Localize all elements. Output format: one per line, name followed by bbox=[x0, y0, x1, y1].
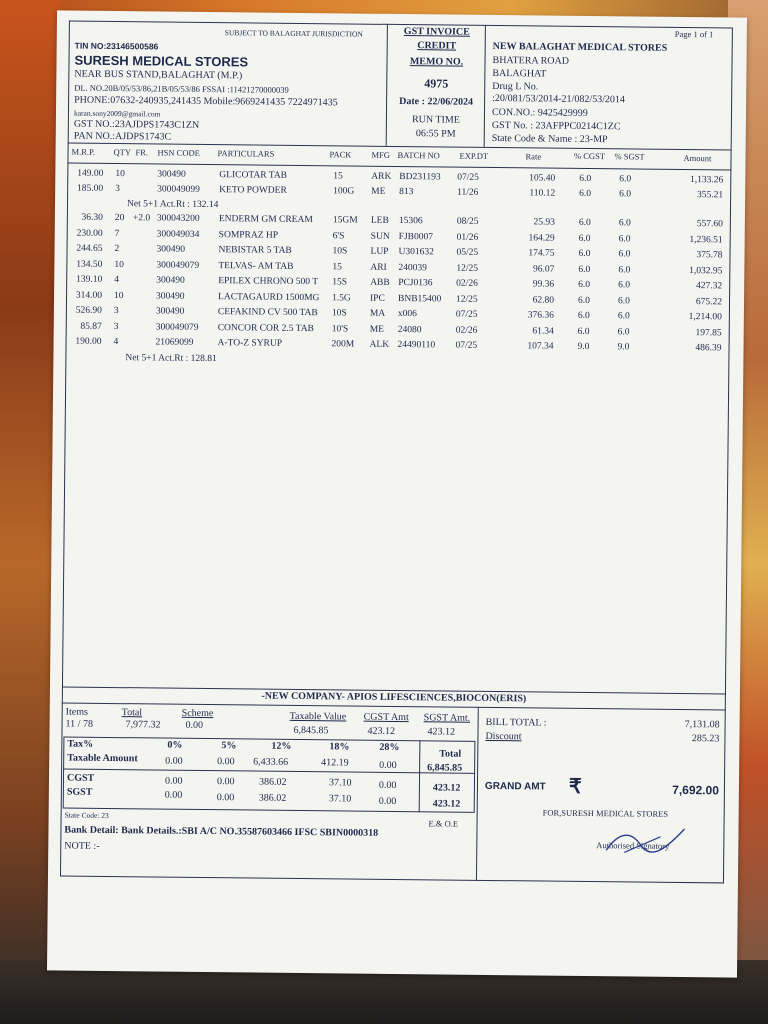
item-name: GLICOTAR TAB bbox=[219, 170, 288, 181]
item-exp: 08/25 bbox=[456, 216, 479, 227]
taxable-amount-label: Taxable Amount bbox=[67, 752, 138, 765]
item-batch: 24080 bbox=[397, 324, 422, 335]
item-mfg: ARK bbox=[371, 171, 392, 182]
item-sgst: 6.0 bbox=[617, 326, 630, 337]
col-pack: PACK bbox=[329, 149, 352, 160]
sgst-0: 0.00 bbox=[164, 789, 183, 801]
item-rate: 105.40 bbox=[529, 173, 556, 184]
cgst-amt-value: 423.12 bbox=[367, 725, 396, 737]
item-pack: 200M bbox=[331, 339, 355, 350]
item-batch: FJB0007 bbox=[398, 231, 434, 242]
item-pack: 15S bbox=[332, 277, 348, 288]
tax-head-28: 28% bbox=[379, 741, 400, 754]
item-mfg: MA bbox=[369, 308, 386, 319]
run-time-label: RUN TIME bbox=[411, 114, 460, 126]
item-rate: 107.34 bbox=[527, 341, 554, 352]
cgst-28: 0.00 bbox=[378, 779, 397, 792]
item-exp: 12/25 bbox=[455, 294, 478, 305]
item-pack: 15 bbox=[333, 171, 343, 182]
item-name: KETO POWDER bbox=[219, 185, 287, 196]
item-hsn: 300490 bbox=[156, 244, 186, 255]
item-cgst: 6.0 bbox=[578, 279, 591, 291]
item-sgst: 6.0 bbox=[617, 295, 630, 306]
item-hsn: 300490 bbox=[157, 169, 186, 180]
state-code: State Code: 23 bbox=[64, 810, 109, 820]
item-exp: 05/25 bbox=[456, 247, 479, 258]
item-sgst: 6.0 bbox=[618, 249, 631, 260]
item-exp: 02/26 bbox=[456, 278, 478, 289]
item-amount: 1,236.51 bbox=[689, 234, 723, 245]
item-qty: 2 bbox=[114, 244, 120, 255]
item-exp: 07/25 bbox=[455, 340, 478, 351]
items-value: 11 / 78 bbox=[65, 718, 94, 730]
item-amount: 375.78 bbox=[696, 250, 723, 261]
cgst-18: 37.10 bbox=[328, 777, 352, 789]
item-mrp: 314.00 bbox=[75, 290, 103, 301]
item-mfg: ME bbox=[369, 324, 385, 335]
cgst-5: 0.00 bbox=[216, 776, 235, 788]
buyer-drug-label: Drug L No. bbox=[492, 80, 539, 93]
item-rate: 61.34 bbox=[532, 325, 554, 337]
item-batch: U301632 bbox=[398, 247, 434, 258]
item-pack: 10'S bbox=[331, 323, 349, 334]
seller-tin: TIN NO:23146500586 bbox=[74, 40, 159, 52]
col-hsn: HSN CODE bbox=[157, 147, 200, 158]
total-value: 7,977.32 bbox=[125, 719, 161, 731]
company-note: -NEW COMPANY- APIOS LIFESCIENCES,BIOCON(ERIS) bbox=[261, 690, 527, 705]
item-rate: 99.36 bbox=[532, 279, 555, 290]
discount-value: 285.23 bbox=[691, 733, 720, 745]
item-name: EPILEX CHRONO 500 T bbox=[218, 276, 319, 288]
item-name: CEFAKIND CV 500 TAB bbox=[217, 307, 318, 319]
taxable-total: 6,845.85 bbox=[427, 762, 463, 774]
item-batch: 813 bbox=[399, 187, 414, 198]
item-mfg: ABB bbox=[370, 277, 390, 288]
item-sgst: 6.0 bbox=[619, 174, 632, 185]
item-mrp: 134.50 bbox=[76, 259, 103, 270]
sgst-28: 0.00 bbox=[378, 795, 397, 808]
rupee-icon: ₹ bbox=[568, 775, 582, 798]
taxable-12: 6,433.66 bbox=[253, 756, 289, 768]
item-sgst: 6.0 bbox=[619, 189, 632, 200]
item-mfg: LEB bbox=[370, 215, 389, 226]
col-mrp: M.R.P. bbox=[71, 146, 96, 157]
item-mrp: 526.90 bbox=[75, 305, 102, 316]
col-particulars: PARTICULARS bbox=[217, 148, 275, 159]
item-amount: 1,214.00 bbox=[688, 312, 722, 323]
grand-amt-value: 7,692.00 bbox=[672, 782, 719, 798]
item-qty: 3 bbox=[113, 306, 119, 317]
col-batch: BATCH NO bbox=[397, 149, 440, 161]
item-qty: 20 bbox=[114, 213, 125, 224]
item-fr: +2.0 bbox=[132, 213, 151, 224]
eoe: E.& O.E bbox=[428, 818, 459, 829]
buyer-state: State Code & Name : 23-MP bbox=[491, 132, 608, 146]
item-mfg: ARI bbox=[370, 262, 387, 273]
cgst-12: 386.02 bbox=[258, 776, 287, 788]
item-pack: 10S bbox=[331, 308, 347, 319]
item-qty: 10 bbox=[114, 290, 124, 301]
sgst-18: 37.10 bbox=[328, 793, 352, 805]
tax-head-label: Tax% bbox=[67, 738, 94, 750]
item-note-text: Net 5+1 Act.Rt : 128.81 bbox=[125, 352, 217, 364]
item-mrp: 244.65 bbox=[76, 243, 103, 254]
item-qty: 3 bbox=[115, 184, 120, 195]
item-cgst: 6.0 bbox=[577, 295, 590, 306]
item-batch: x006 bbox=[397, 308, 417, 320]
item-cgst: 6.0 bbox=[578, 217, 591, 229]
item-hsn: 300043200 bbox=[156, 213, 200, 224]
item-hsn: 300049079 bbox=[156, 259, 200, 271]
item-mrp: 185.00 bbox=[77, 183, 104, 194]
seller-phone: PHONE:07632-240935,241435 Mobile:9669241435 7224971435 bbox=[74, 94, 338, 109]
item-name: SOMPRAZ HP bbox=[218, 229, 279, 241]
item-batch: 240039 bbox=[398, 262, 427, 273]
item-batch: 15306 bbox=[398, 216, 423, 227]
item-mrp: 85.87 bbox=[80, 321, 102, 332]
item-qty: 10 bbox=[115, 169, 125, 180]
item-rate: 110.12 bbox=[529, 188, 556, 199]
sgst-total: 423.12 bbox=[432, 798, 461, 810]
item-mrp: 149.00 bbox=[77, 168, 104, 179]
item-mfg: SUN bbox=[370, 231, 390, 242]
seller-jurisdiction: SUBJECT TO BALAGHAT JURISDICTION bbox=[224, 28, 363, 39]
bank-detail: Bank Detail: Bank Details.:SBI A/C NO.35587603466 IFSC SBIN0000318 bbox=[64, 824, 379, 839]
item-hsn: 300049099 bbox=[157, 184, 200, 195]
item-amount: 427.32 bbox=[696, 281, 723, 292]
item-batch: BD231193 bbox=[399, 172, 441, 183]
taxable-label: Taxable Value bbox=[289, 710, 347, 723]
grand-amt-label: GRAND AMT bbox=[484, 780, 546, 793]
col-exp: EXP.DT bbox=[459, 150, 489, 161]
seller-address: NEAR BUS STAND,BALAGHAT (M.P.) bbox=[74, 68, 243, 82]
item-exp: 07/25 bbox=[455, 309, 478, 320]
buyer-drug-no: :20/081/53/2014-21/082/53/2014 bbox=[492, 92, 625, 106]
item-rate: 376.36 bbox=[527, 310, 554, 321]
item-sgst: 9.0 bbox=[617, 342, 630, 353]
total-label: Total bbox=[121, 707, 143, 719]
col-mfg: MFG bbox=[371, 149, 391, 160]
note-label: NOTE :- bbox=[64, 840, 100, 852]
for-store: FOR,SURESH MEDICAL STORES bbox=[542, 807, 669, 819]
item-rate: 174.75 bbox=[528, 248, 555, 259]
item-mrp: 190.00 bbox=[75, 336, 102, 347]
bill-total-value: 7,131.08 bbox=[684, 719, 720, 731]
item-name: LACTAGAURD 1500MG bbox=[218, 291, 320, 303]
sgst-5: 0.00 bbox=[216, 792, 235, 804]
signature-mark bbox=[600, 822, 690, 859]
item-cgst: 9.0 bbox=[577, 341, 590, 353]
buyer-gst: GST No. : 23AFPPC0214C1ZC bbox=[491, 119, 621, 133]
sgst-label: SGST bbox=[66, 786, 93, 798]
seller-name: SURESH MEDICAL STORES bbox=[74, 52, 249, 70]
item-amount: 1,133.26 bbox=[690, 175, 724, 186]
seller-gst: GST NO.:23AJDPS1743C1ZN bbox=[73, 118, 200, 131]
invoice-date: Date : 22/06/2024 bbox=[399, 96, 474, 108]
invoice-type: GST INVOICE bbox=[403, 26, 470, 38]
item-cgst: 6.0 bbox=[577, 326, 590, 337]
cgst-0: 0.00 bbox=[164, 775, 183, 787]
item-mrp: 36.30 bbox=[81, 212, 103, 223]
item-mfg: IPC bbox=[369, 293, 385, 304]
item-rate: 25.93 bbox=[533, 217, 555, 228]
scheme-value: 0.00 bbox=[185, 719, 204, 731]
item-qty: 4 bbox=[113, 337, 119, 348]
tax-head-0: 0% bbox=[167, 739, 183, 751]
buyer-address-2: BALAGHAT bbox=[492, 67, 547, 80]
col-sgst: % SGST bbox=[614, 151, 645, 162]
item-hsn: 21069099 bbox=[155, 337, 194, 348]
seller-email: karan.sony2009@gmail.com bbox=[73, 108, 161, 119]
item-name: NEBISTAR 5 TAB bbox=[218, 245, 292, 256]
items-label: Items bbox=[65, 706, 88, 718]
item-cgst: 6.0 bbox=[577, 310, 590, 322]
item-sgst: 6.0 bbox=[618, 264, 631, 275]
item-amount: 1,032.95 bbox=[689, 265, 723, 276]
taxable-0: 0.00 bbox=[165, 755, 183, 767]
item-qty: 4 bbox=[114, 275, 120, 286]
item-batch: 24490110 bbox=[397, 339, 436, 351]
item-batch: PCJ0136 bbox=[398, 278, 433, 289]
item-hsn: 300049034 bbox=[156, 228, 200, 240]
item-sgst: 6.0 bbox=[618, 218, 631, 229]
invoice-paper bbox=[47, 10, 747, 977]
buyer-name: NEW BALAGHAT MEDICAL STORES bbox=[492, 40, 668, 54]
item-amount: 675.22 bbox=[695, 296, 723, 307]
discount-label: Discount bbox=[485, 730, 522, 743]
item-exp: 07/25 bbox=[457, 172, 480, 183]
sgst-amt-value: 423.12 bbox=[427, 726, 456, 738]
item-hsn: 300490 bbox=[156, 290, 185, 302]
item-exp: 01/26 bbox=[456, 232, 479, 243]
taxable-28: 0.00 bbox=[379, 759, 397, 772]
taxable-value: 6,845.85 bbox=[293, 724, 329, 737]
item-rate: 164.29 bbox=[528, 232, 555, 244]
item-name: TELVAS- AM TAB bbox=[218, 260, 294, 272]
item-sgst: 6.0 bbox=[617, 311, 630, 322]
item-mrp: 139.10 bbox=[76, 274, 103, 285]
memo-label: MEMO NO. bbox=[409, 56, 464, 68]
seller-pan: PAN NO.:AJDPS1743C bbox=[73, 130, 172, 143]
item-rate: 96.07 bbox=[532, 263, 555, 275]
item-amount: 355.21 bbox=[696, 190, 724, 201]
signatory-label: Authorised Signatory bbox=[596, 840, 670, 851]
item-mfg: ALK bbox=[369, 339, 390, 350]
item-cgst: 6.0 bbox=[578, 233, 591, 244]
item-note-text: Net 5+1 Act.Rt : 132.14 bbox=[126, 199, 219, 211]
item-batch: BNB15400 bbox=[397, 293, 442, 304]
item-mfg: LUP bbox=[370, 246, 389, 257]
item-hsn: 300490 bbox=[155, 306, 185, 317]
item-qty: 3 bbox=[113, 321, 119, 332]
col-fr: FR. bbox=[135, 147, 149, 158]
item-exp: 11/26 bbox=[457, 187, 479, 198]
item-mfg: ME bbox=[371, 186, 386, 197]
item-pack: 10S bbox=[332, 246, 348, 257]
item-mrp: 230.00 bbox=[76, 228, 103, 239]
page-number: Page 1 of 1 bbox=[674, 28, 714, 40]
buyer-contact: CON.NO.: 9425429999 bbox=[491, 106, 588, 119]
item-hsn: 300049079 bbox=[155, 321, 199, 333]
item-exp: 02/26 bbox=[455, 325, 478, 336]
item-pack: 15 bbox=[332, 261, 342, 272]
item-qty: 7 bbox=[114, 228, 120, 239]
sgst-amt-label: SGST Amt. bbox=[423, 712, 471, 724]
scheme-label: Scheme bbox=[181, 707, 214, 720]
item-qty: 10 bbox=[114, 259, 124, 270]
tax-head-total: Total bbox=[439, 748, 462, 760]
item-sgst: 6.0 bbox=[618, 280, 631, 291]
item-pack: 1.5G bbox=[331, 292, 351, 304]
item-sgst: 6.0 bbox=[618, 233, 631, 244]
item-amount: 486.39 bbox=[695, 343, 722, 354]
taxable-18: 412.19 bbox=[321, 757, 349, 769]
item-amount: 197.85 bbox=[695, 327, 722, 338]
bill-total-label: BILL TOTAL : bbox=[485, 716, 547, 729]
item-name: A-TO-Z SYRUP bbox=[217, 338, 283, 349]
col-cgst: % CGST bbox=[574, 150, 606, 162]
item-cgst: 6.0 bbox=[578, 248, 591, 260]
seller-dl: DL. NO.20B/05/53/86,21B/05/53/86 FSSAI :11421270000039 bbox=[74, 82, 289, 95]
run-time-value: 06:55 PM bbox=[415, 128, 456, 140]
taxable-5: 0.00 bbox=[217, 756, 235, 768]
item-cgst: 6.0 bbox=[579, 173, 592, 185]
item-pack: 15GM bbox=[332, 215, 358, 226]
invoice-mode: CREDIT bbox=[417, 40, 457, 52]
item-name: CONCOR COR 2.5 TAB bbox=[217, 322, 314, 334]
col-qty: QTY bbox=[113, 147, 132, 158]
cgst-amt-label: CGST Amt bbox=[363, 711, 409, 724]
item-name: ENDERM GM CREAM bbox=[218, 214, 313, 226]
col-rate: Rate bbox=[525, 151, 542, 162]
cgst-total: 423.12 bbox=[432, 782, 461, 794]
cgst-label: CGST bbox=[66, 772, 95, 784]
item-exp: 12/25 bbox=[456, 263, 479, 274]
item-rate: 62.80 bbox=[532, 294, 555, 306]
tax-head-18: 18% bbox=[329, 741, 350, 753]
item-pack: 100G bbox=[333, 186, 355, 197]
tax-head-12: 12% bbox=[271, 740, 292, 752]
item-hsn: 300490 bbox=[156, 275, 185, 286]
tax-head-5: 5% bbox=[221, 740, 237, 752]
memo-number: 4975 bbox=[424, 76, 449, 91]
buyer-address-1: BHATERA ROAD bbox=[492, 54, 570, 67]
item-cgst: 6.0 bbox=[579, 188, 592, 200]
item-cgst: 6.0 bbox=[578, 264, 591, 275]
sgst-12: 386.02 bbox=[258, 792, 287, 804]
item-pack: 6'S bbox=[332, 230, 345, 241]
col-amount: Amount bbox=[683, 152, 712, 164]
item-amount: 557.60 bbox=[696, 219, 723, 230]
